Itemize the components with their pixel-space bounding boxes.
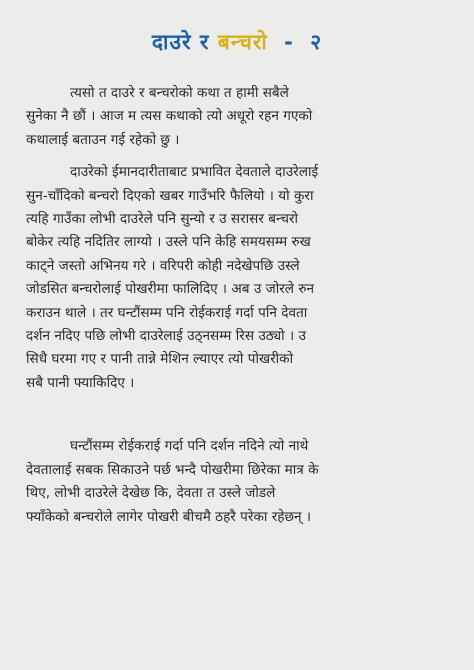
- paragraph-line: सिधै घरमा गए र पानी तान्ने मेशिन ल्याएर त्यो पोखरीको: [26, 351, 294, 368]
- page-title: [26, 0, 448, 62]
- paragraph-line: त्यहि गाउँका लोभी दाउरेले पनि सुन्यो र उ सरासर बन्चरो: [26, 211, 299, 228]
- paragraph-line: जोडसित बन्चरोलाई पोखरीमा फालिदिए । अब उ जोरले रुन: [26, 281, 315, 298]
- paragraph-line: घन्टौंसम्म रोईकराई गर्दा पनि दर्शन नदिने त्यो नाथे: [70, 438, 309, 455]
- paragraph-line: त्यसो त दाउरे र बन्चरोको कथा त हामी सबैले: [70, 85, 289, 101]
- paragraph-line: सुनेका नै छौं । आज म त्यस कथाको त्यो अधूरो रहन गएको: [26, 108, 313, 125]
- title-part-3: २: [310, 30, 323, 54]
- paragraph-line: दाउरेको ईमानदारीताबाट प्रभावित देवताले दाउरेलाई: [70, 164, 319, 181]
- title-part-2: बन्चरो: [217, 30, 268, 54]
- paragraph-line: सबै पानी फ्याकिदिए ।: [26, 374, 135, 391]
- paragraph-1: [26, 82, 448, 152]
- paragraph-line: काट्ने जस्तो अभिनय गरे । वरिपरी कोही नदेखेपछि उस्ले: [26, 257, 300, 274]
- paragraph-line: सुन-चाँदिको बन्चरो दिएको खबर गाउँभरि फैलियो । यो कुरा: [26, 187, 314, 204]
- paragraph-line: फ्याँकेको बन्चरोले लागेर पोखरी बीचमै ठहरै परेका रहेछन् ।: [26, 508, 312, 525]
- title-dash: -: [284, 30, 294, 54]
- paragraph-line: बोकेर त्यहि नदितिर लाग्यो । उस्ले पनि केहि समयसम्म रुख: [26, 234, 311, 251]
- paragraph-3: [26, 435, 448, 529]
- paragraph-2: [26, 161, 448, 395]
- title-part-1: दाउरे र: [151, 30, 210, 54]
- paragraph-line: कथालाई बताउन गई रहेको छु ।: [26, 131, 180, 148]
- paragraph-line: थिए, लोभी दाउरेले देखेछ कि, देवता त उस्ले जोडले: [26, 485, 276, 502]
- paragraph-line: दर्शन नदिए पछि लोभी दाउरेलाई उठ्नसम्म रिस उठ्यो । उ: [26, 328, 306, 345]
- paragraph-line: कराउन थाले । तर घन्टौंसम्म पनि रोईकराई गर्दा पनि देवता: [26, 304, 308, 321]
- paragraph-line: देवतालाई सबक सिकाउने पर्छ भन्दै पोखरीमा छिरेका मात्र के: [26, 461, 319, 478]
